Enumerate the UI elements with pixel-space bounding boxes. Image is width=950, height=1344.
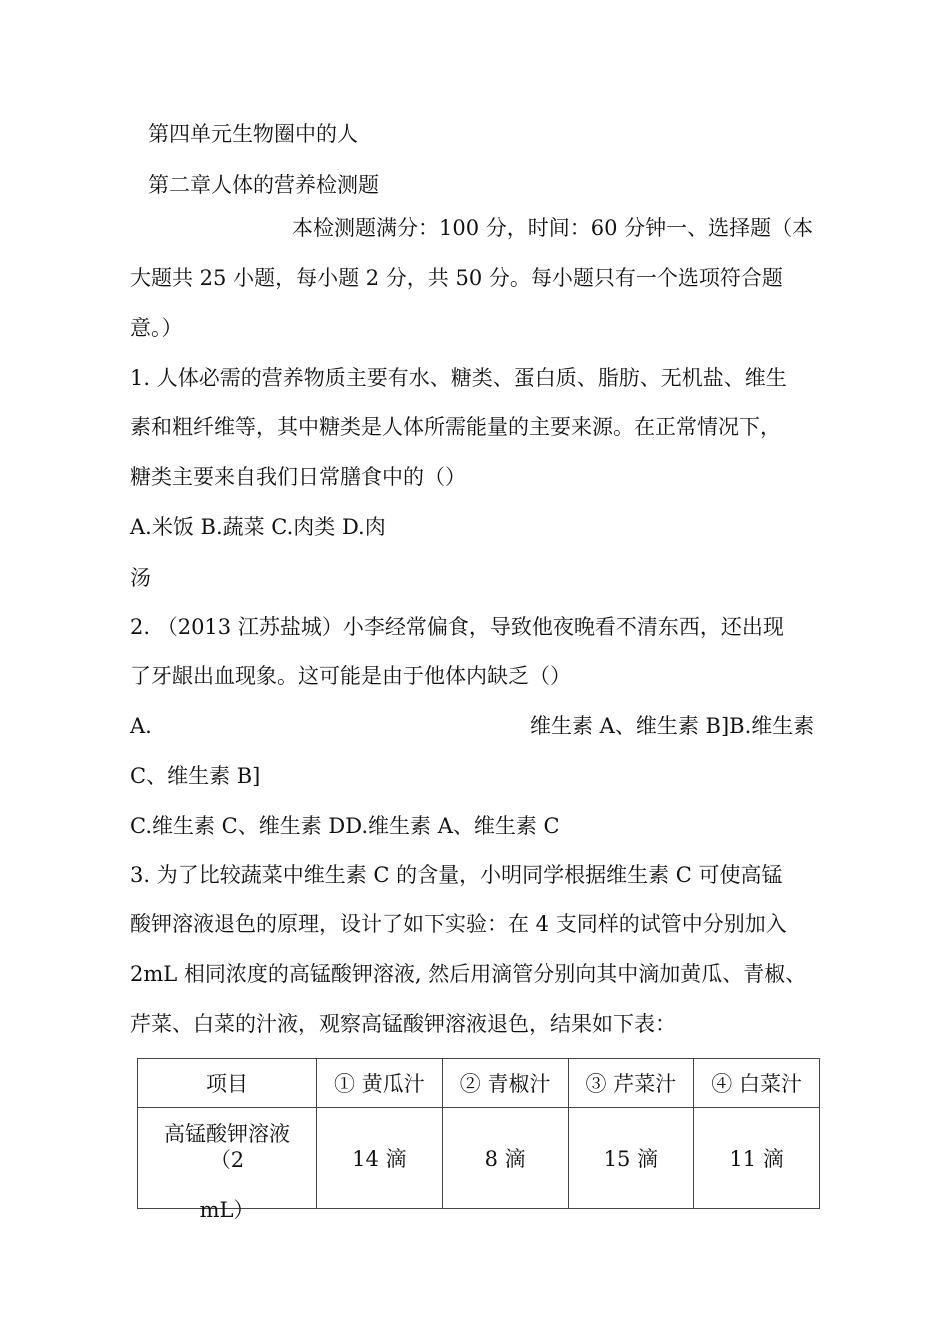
row-label-line-3: mL） bbox=[199, 1198, 255, 1222]
q3-line-4: 芹菜、白菜的汁液，观察高锰酸钾溶液退色，结果如下表： bbox=[130, 1012, 676, 1036]
q3-line-1: 3. 为了比较蔬菜中维生素 C 的含量，小明同学根据维生素 C 可使高锰 bbox=[130, 863, 783, 887]
q2-line-2: 了牙龈出血现象。这可能是由于他体内缺乏（） bbox=[130, 664, 571, 688]
table-row bbox=[138, 1108, 820, 1209]
row-label-line-1: 高锰酸钾溶液 bbox=[164, 1122, 290, 1146]
q3-line-2: 酸钾溶液退色的原理，设计了如下实验：在 4 支同样的试管中分别加入 bbox=[130, 912, 787, 936]
results-table bbox=[137, 1058, 820, 1222]
value-green-pepper: 8 滴 bbox=[442, 1108, 568, 1209]
q2-options-cd: C.维生素 C、维生素 DD.维生素 A、维生素 C bbox=[130, 814, 560, 838]
value-celery: 15 滴 bbox=[568, 1108, 694, 1209]
value-cabbage: 11 滴 bbox=[694, 1108, 820, 1209]
intro-line-3: 意。） bbox=[130, 316, 183, 340]
row-label bbox=[138, 1108, 316, 1222]
table-header-row bbox=[138, 1059, 820, 1108]
header-celery: ③ 芹菜汁 bbox=[568, 1059, 694, 1108]
chapter-title: 第二章人体的营养检测题 bbox=[148, 173, 379, 197]
header-green-pepper: ② 青椒汁 bbox=[442, 1059, 568, 1108]
q1-line-2: 素和粗纤维等，其中糖类是人体所需能量的主要来源。在正常情况下， bbox=[130, 415, 781, 439]
intro-line-2: 大题共 25 小题，每小题 2 分，共 50 分。每小题只有一个选项符合题 bbox=[130, 266, 783, 290]
row-label-line-2: （2 bbox=[209, 1148, 245, 1172]
q2-option-a-text: 维生素 A、维生素 B]B.维生素 bbox=[530, 714, 815, 738]
unit-title: 第四单元生物圈中的人 bbox=[148, 122, 358, 146]
q1-line-1: 1. 人体必需的营养物质主要有水、糖类、蛋白质、脂肪、无机盐、维生 bbox=[130, 366, 787, 390]
value-cucumber: 14 滴 bbox=[317, 1108, 443, 1209]
header-item: 项目 bbox=[138, 1059, 317, 1108]
intro-line-1: 本检测题满分：100 分，时间：60 分钟一、选择题（本 bbox=[292, 216, 814, 240]
header-cucumber: ① 黄瓜汁 bbox=[317, 1059, 443, 1108]
q2-line-1: 2. （2013 江苏盐城）小李经常偏食，导致他夜晚看不清东西，还出现 bbox=[130, 615, 784, 639]
q2-option-a-label: A. bbox=[130, 714, 152, 738]
q1-options: A.米饭 B.蔬菜 C.肉类 D.肉 bbox=[130, 515, 386, 539]
q2-option-b-cont: C、维生素 B] bbox=[130, 764, 261, 788]
q3-line-3: 2mL 相同浓度的高锰酸钾溶液, 然后用滴管分别向其中滴加黄瓜、青椒、 bbox=[130, 962, 807, 986]
q1-line-3: 糖类主要来自我们日常膳食中的（） bbox=[130, 465, 466, 489]
q1-options-cont: 汤 bbox=[130, 566, 151, 590]
header-cabbage: ④ 白菜汁 bbox=[694, 1059, 820, 1108]
row-label-cell bbox=[138, 1108, 317, 1222]
